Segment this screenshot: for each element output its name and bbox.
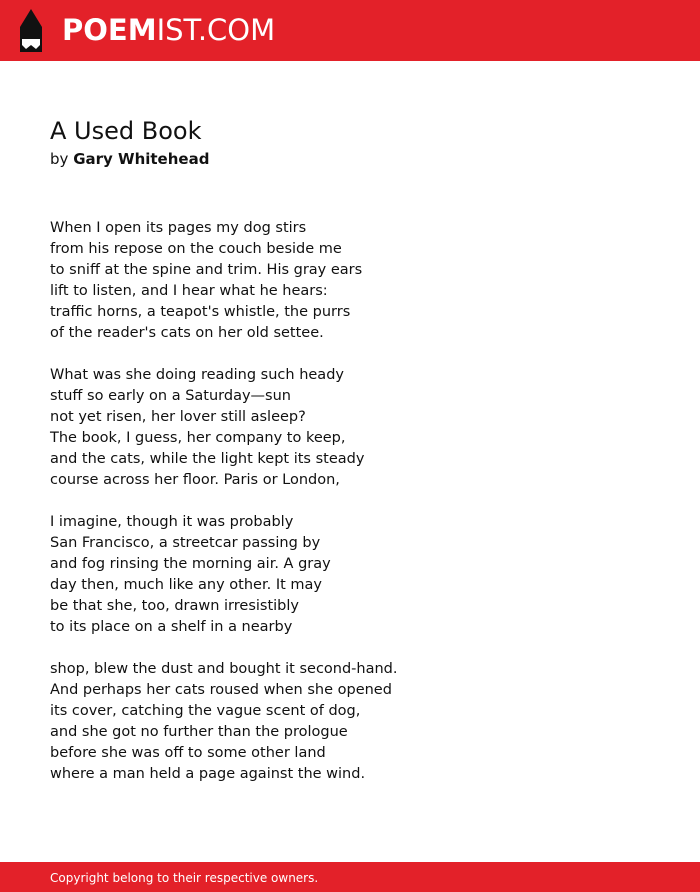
poem-line: to sniff at the spine and trim. His gray ears [50,262,363,278]
poem-line: I imagine, though it was probably [50,514,294,530]
poem-line: The book, I guess, her company to keep, [50,430,346,446]
site-header [0,0,700,61]
poem-line: its cover, catching the vague scent of dog, [50,703,361,719]
stanza [50,659,650,785]
logo-text-bold: POEM [62,13,157,47]
site-footer [0,862,700,892]
poem-line: of the reader's cats on her old settee. [50,325,324,341]
poem-line: to its place on a shelf in a nearby [50,619,293,635]
poem-line: When I open its pages my dog stirs [50,220,307,236]
site-logo[interactable] [62,12,275,48]
stanza [50,218,650,344]
byline-prefix: by [50,150,69,168]
poem-line: And perhaps her cats roused when she opened [50,682,392,698]
poem-line: where a man held a page against the wind. [50,766,366,782]
poem-line: not yet risen, her lover still asleep? [50,409,306,425]
poem-line: and the cats, while the light kept its steady [50,451,365,467]
poem-line: and she got no further than the prologue [50,724,348,740]
poem-line: and fog rinsing the morning air. A gray [50,556,331,572]
poem-line: day then, much like any other. It may [50,577,322,593]
logo-text-light: IST.COM [156,13,276,47]
poem-body [50,218,650,806]
poem-line: course across her floor. Paris or London, [50,472,340,488]
poem-line: lift to listen, and I hear what he hears: [50,283,328,299]
pencil-icon[interactable] [18,9,44,52]
poem-line: What was she doing reading such heady [50,367,344,383]
poem-line: traffic horns, a teapot's whistle, the purrs [50,304,351,320]
author-name: Gary Whitehead [73,150,210,168]
poem-line: stuff so early on a Saturday—sun [50,388,291,404]
copyright-text: Copyright belong to their respective owners. [50,871,319,885]
poem-line: before she was off to some other land [50,745,326,761]
poem-line: shop, blew the dust and bought it second-hand. [50,661,398,677]
poem-line: from his repose on the couch beside me [50,241,342,257]
byline [50,149,209,169]
poem-line: be that she, too, drawn irresistibly [50,598,299,614]
poem-line: San Francisco, a streetcar passing by [50,535,321,551]
stanza [50,512,650,638]
stanza [50,365,650,491]
poem-title: A Used Book [50,117,202,145]
